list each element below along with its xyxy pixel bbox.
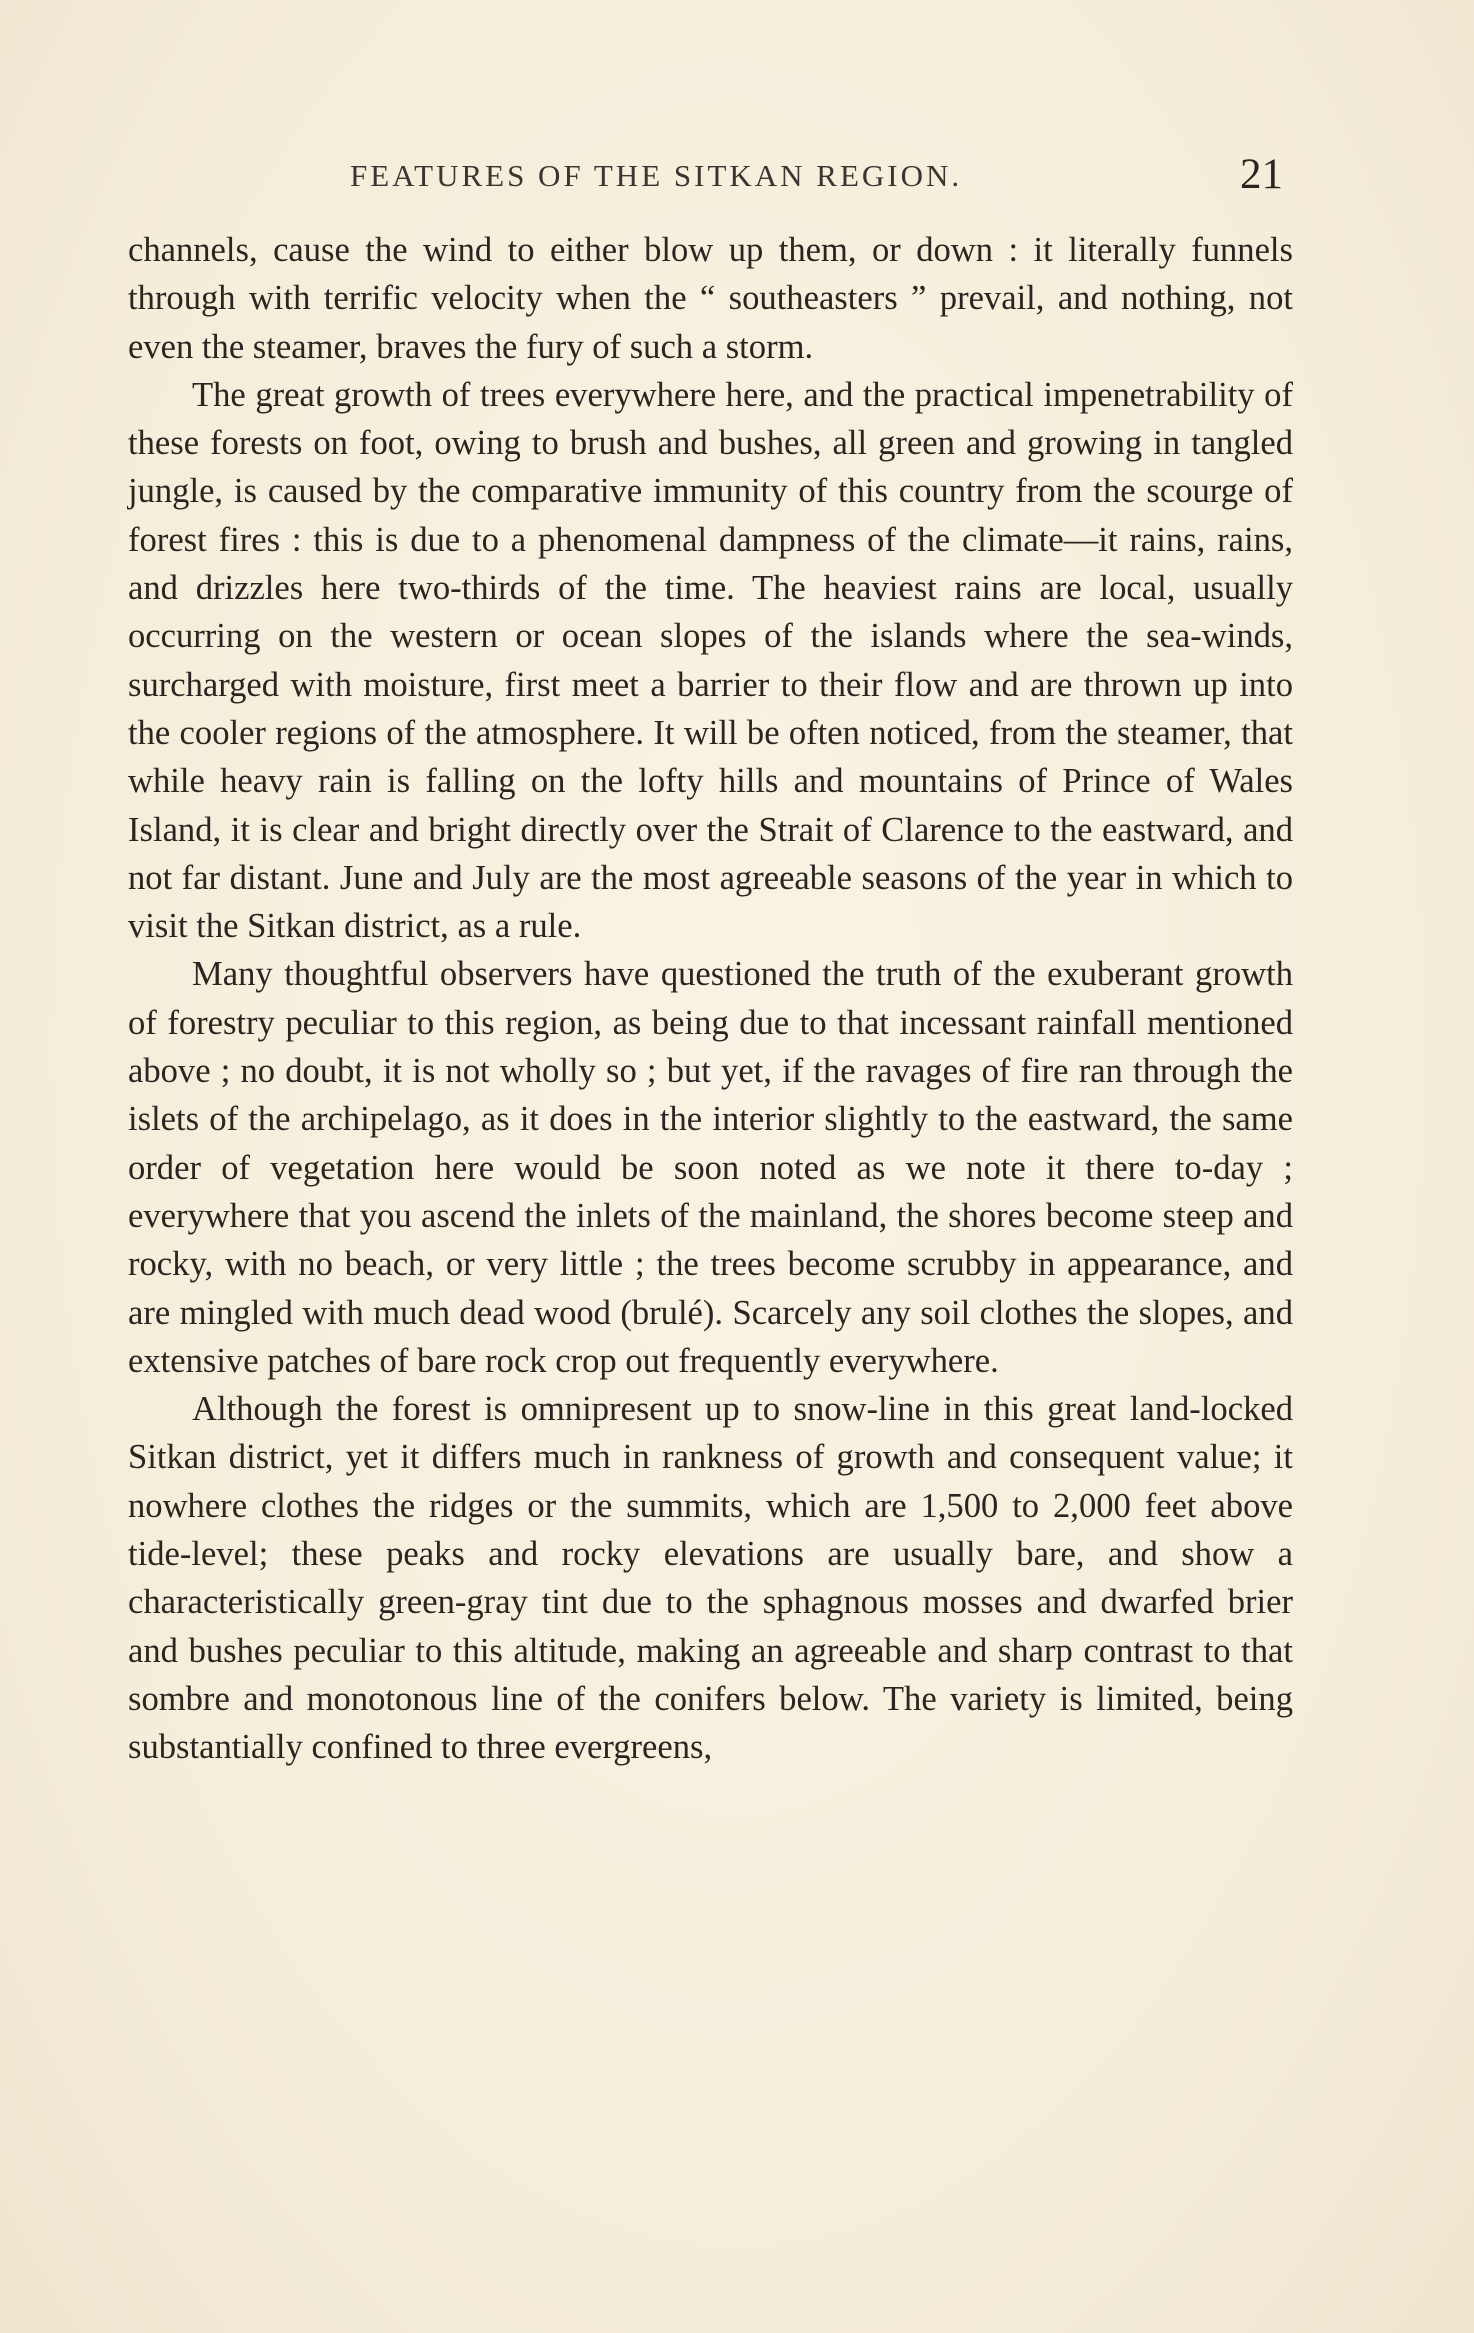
page-number: 21	[1240, 151, 1283, 198]
paragraph-observers: Many thoughtful observers have questioned the truth of the exuberant growth of forestry peculiar to this region, as being due to that incessant rainfall mentioned above ; no doubt, it is not wholly so ; but yet, if the ravages of fire ran through the islets of the archipelago, as it does in the interior slightly to the eastward, the same order of vegetation here would be soon noted as we note it there to-day ; everywhere that you ascend the inlets of the mainland, the shores become steep and rocky, with no beach, or very little ; the trees become scrubby in appearance, and are mingled with much dead wood (brulé). Scarcely any soil clothes the slopes, and extensive patches of bare rock crop out frequently everywhere.	[128, 955, 1293, 1380]
paragraph-snow-line: Although the forest is omnipresent up to snow-line in this great land-locked Sitkan district, yet it differs much in rankness of growth and consequent value; it nowhere clothes the ridges or the summits, which are 1,500 to 2,000 feet above tide-level; these peaks and rocky elevations are usually bare, and show a characteristically green-gray tint due to the sphagnous mosses and dwarfed brier and bushes peculiar to this altitude, making an agreeable and sharp contrast to that sombre and monotonous line of the conifers below. The variety is limited, being substantially confined to three evergreens,	[128, 1390, 1293, 1767]
running-head	[0, 150, 1474, 210]
paragraph-forest-growth: The great growth of trees everywhere here, and the practical impenetrability of these forests on foot, owing to brush and bushes, all green and growing in tangled jungle, is caused by the comparative immunity of this country from the scourge of forest fires : this is due to a phenomenal dampness of the climate—it rains, rains, and drizzles here two-thirds of the time. The heaviest rains are local, usually occurring on the western or ocean slopes of the islands where the sea-winds, surcharged with moisture, first meet a barrier to their flow and are thrown up into the cooler regions of the atmosphere. It will be often noticed, from the steamer, that while heavy rain is falling on the lofty hills and mountains of Prince of Wales Island, it is clear and bright directly over the Strait of Clarence to the eastward, and not far distant. June and July are the most agreeable seasons of the year in which to visit the Sitkan district, as a rule.	[128, 375, 1293, 946]
running-title: FEATURES OF THE SITKAN REGION.	[350, 158, 963, 193]
paragraph-continued: channels, cause the wind to either blow up them, or down : it literally funnels through with terrific velocity when the “ southeasters ” prevail, and nothing, not even the steamer, braves the fury of such a storm.	[128, 231, 1293, 366]
body-text	[128, 226, 1293, 1772]
